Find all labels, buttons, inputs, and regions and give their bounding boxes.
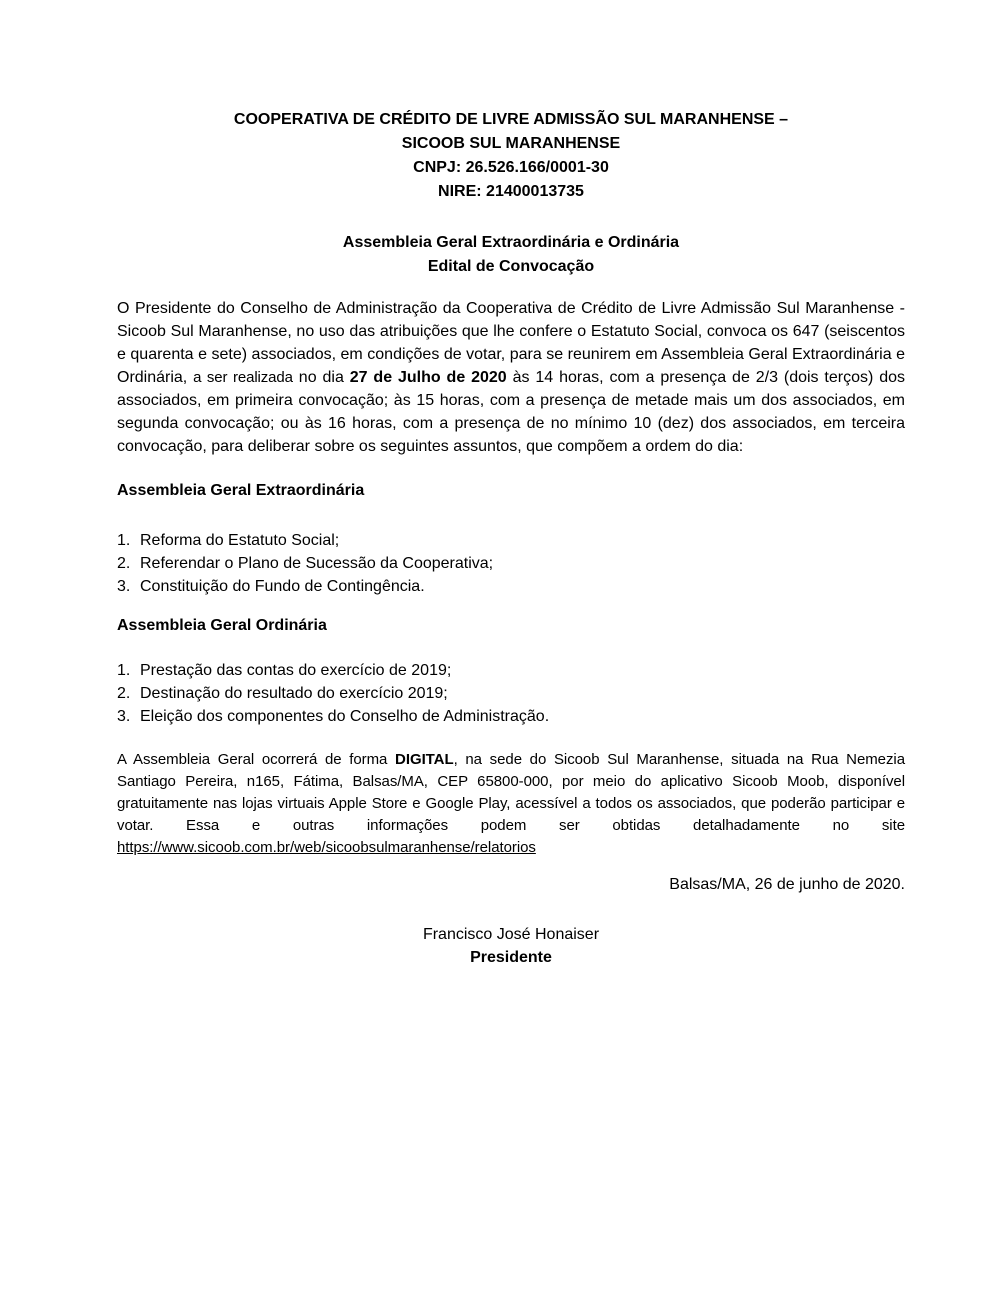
convocation-text-mid: no dia bbox=[292, 369, 350, 386]
agenda-item-text: Eleição dos componentes do Conselho de Administração. bbox=[140, 708, 550, 725]
agenda-list-ordinaria bbox=[117, 659, 905, 728]
section-title-extraordinaria: Assembleia Geral Extraordinária bbox=[117, 482, 365, 499]
signature-name: Francisco José Honaiser bbox=[422, 926, 600, 943]
header-line-sicoob: SICOOB SUL MARANHENSE bbox=[401, 135, 621, 152]
assembly-date: 27 de Julho de 2020 bbox=[349, 369, 507, 386]
agenda-item-text: Prestação das contas do exercício de 2019; bbox=[140, 662, 452, 679]
agenda-item bbox=[117, 659, 905, 682]
agenda-item-number: 2. bbox=[117, 555, 131, 572]
header-line-nire: NIRE: 21400013735 bbox=[438, 183, 584, 200]
document-subtitle bbox=[117, 231, 905, 279]
reports-site-link[interactable]: https://www.sicoob.com.br/web/sicoobsulmaranhense/relatorios bbox=[117, 839, 536, 856]
header-line-cnpj: CNPJ: 26.526.166/0001-30 bbox=[413, 159, 609, 176]
digital-keyword: DIGITAL bbox=[395, 751, 454, 768]
agenda-item-text: Constituição do Fundo de Contingência. bbox=[140, 578, 425, 595]
agenda-item-number: 3. bbox=[117, 708, 131, 725]
subtitle-line-assembleia: Assembleia Geral Extraordinária e Ordinária bbox=[342, 234, 680, 251]
document-header bbox=[117, 108, 905, 204]
convocation-text-narrow: a ser realizada bbox=[193, 369, 293, 386]
convocation-text-start: O Presidente do Conselho de Administração da Cooperativa de Crédito de Livre Admissão Sul Maranhense - Sicoob Sul Maranhense, no uso das atribuições que lhe confere o Estatuto Social, convoca os 647 (seiscentos e quarenta e sete) associados, em condições de votar, para se reunirem em Assembleia Geral Extraordinária e Ordinária, bbox=[117, 300, 905, 386]
agenda-item bbox=[117, 529, 905, 552]
agenda-item-text: Referendar o Plano de Sucessão da Cooperativa; bbox=[140, 555, 494, 572]
agenda-item bbox=[117, 682, 905, 705]
agenda-item-text: Reforma do Estatuto Social; bbox=[140, 532, 340, 549]
section-title-ordinaria: Assembleia Geral Ordinária bbox=[117, 617, 327, 634]
digital-text-mid: , na sede do Sicoob Sul Maranhense, situada na Rua Nemezia Santiago Pereira, n165, Fátima, Balsas/MA, CEP 65800-000, por meio do aplicativo Sicoob Moob, disponível gratuitamente nas lojas virtuais Apple Store e Google Play, acessível a todos os associados, que poderão participar e votar. Essa e outras informações podem ser obtidas detalhadamente no site bbox=[117, 751, 905, 834]
agenda-list-extraordinaria bbox=[117, 529, 905, 598]
agenda-item-number: 2. bbox=[117, 685, 131, 702]
agenda-item-text: Destinação do resultado do exercício 2019; bbox=[140, 685, 448, 702]
agenda-item-number: 1. bbox=[117, 662, 131, 679]
agenda-item bbox=[117, 552, 905, 575]
place-and-date: Balsas/MA, 26 de junho de 2020. bbox=[669, 876, 905, 893]
agenda-item-number: 3. bbox=[117, 578, 131, 595]
agenda-item bbox=[117, 705, 905, 728]
agenda-item bbox=[117, 575, 905, 598]
convocation-paragraph bbox=[117, 297, 905, 458]
subtitle-line-edital: Edital de Convocação bbox=[427, 258, 595, 275]
digital-text-start: A Assembleia Geral ocorrerá de forma bbox=[117, 751, 396, 768]
digital-info-paragraph bbox=[117, 749, 905, 859]
header-line-cooperativa: COOPERATIVA DE CRÉDITO DE LIVRE ADMISSÃO SUL MARANHENSE – bbox=[233, 111, 789, 128]
agenda-item-number: 1. bbox=[117, 532, 131, 549]
convocation-text-end: às 14 horas, com a presença de 2/3 (dois terços) dos associados, em primeira convocação; às 15 horas, com a presença de metade mais um dos associados, em segunda convocação; ou às 16 horas, com a presença de no mínimo 10 (dez) dos associados, em terceira convocação, para deliberar sobre os seguintes assuntos, que compõem a ordem do dia: bbox=[117, 369, 906, 455]
signature-role: Presidente bbox=[470, 949, 552, 966]
